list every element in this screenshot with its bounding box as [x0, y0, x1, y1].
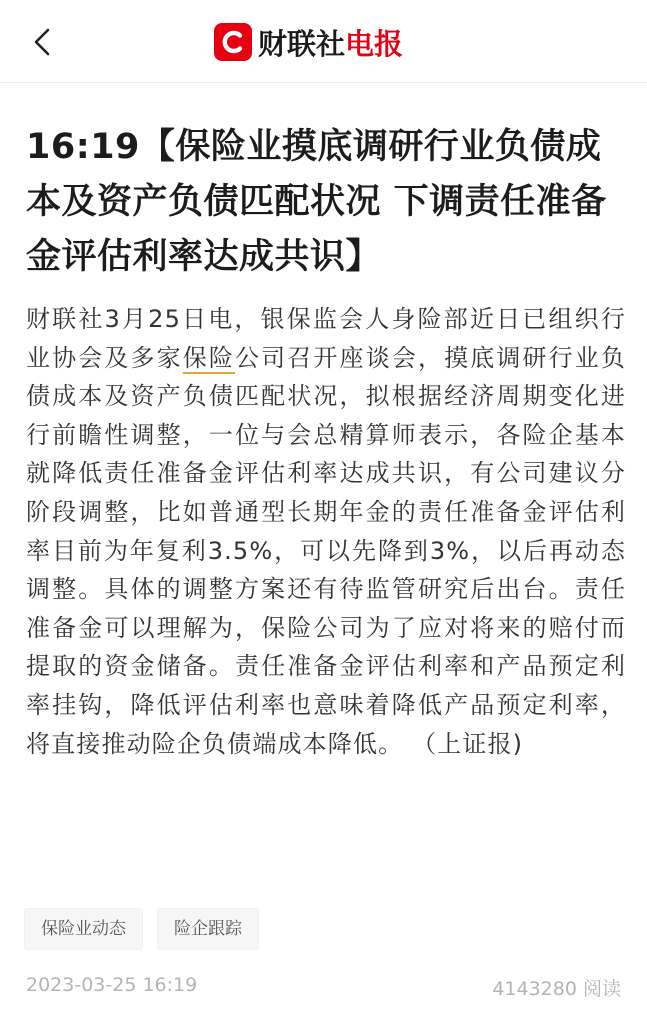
- tag-insurance-industry-news[interactable]: 保险业动态: [24, 908, 143, 950]
- cailianshe-logo-icon: [214, 23, 252, 61]
- back-button[interactable]: [26, 24, 62, 60]
- keyword-link[interactable]: 保险: [182, 343, 236, 372]
- brand-logo: [214, 22, 403, 62]
- top-navigation-bar: [0, 0, 647, 83]
- read-count: 4143280 阅读: [492, 978, 621, 1000]
- article-title: 16:19【保险业摸底调研行业负债成本及资产负债匹配状况 下调责任准备金评估利率达成共识】: [26, 127, 607, 277]
- chevron-left-icon: [26, 24, 62, 60]
- article-meta: [26, 974, 621, 1001]
- article-body: [26, 300, 626, 763]
- article-body-text-2: 公司召开座谈会，摸底调研行业负债成本及资产负债匹配状况，拟根据经济周期变化进行前瞻性调整，一位与会总精算师表示，各险企基本就降低责任准备金评估利率达成共识，有公司建议分阶段调整，比如普通型长期年金的责任准备金评估利率目前为年复利3.5%，可以先降到3%，以后再动态调整。具体的调整方案还有待监管研究后出台。责任准备金可以理解为，保险公司为了应对将来的赔付而提取的资金储备。责任准备金评估利率和产品预定利率挂钩，降低评估利率也意味着降低产品预定利率，将直接推动险企负债端成本降低。 （上证报): [26, 343, 626, 758]
- brand-name: [258, 22, 403, 63]
- publish-datetime: 2023-03-25 16:19: [26, 974, 198, 996]
- tag-insurer-tracking[interactable]: 险企跟踪: [157, 908, 259, 950]
- brand-name-main: 财联社: [258, 26, 346, 61]
- tag-list: [24, 908, 259, 950]
- brand-name-accent: 电报: [345, 26, 404, 61]
- article-body-text-1: 财联社3月25日电，银保监会人身险部近日已组织行业协会及多家: [26, 305, 626, 372]
